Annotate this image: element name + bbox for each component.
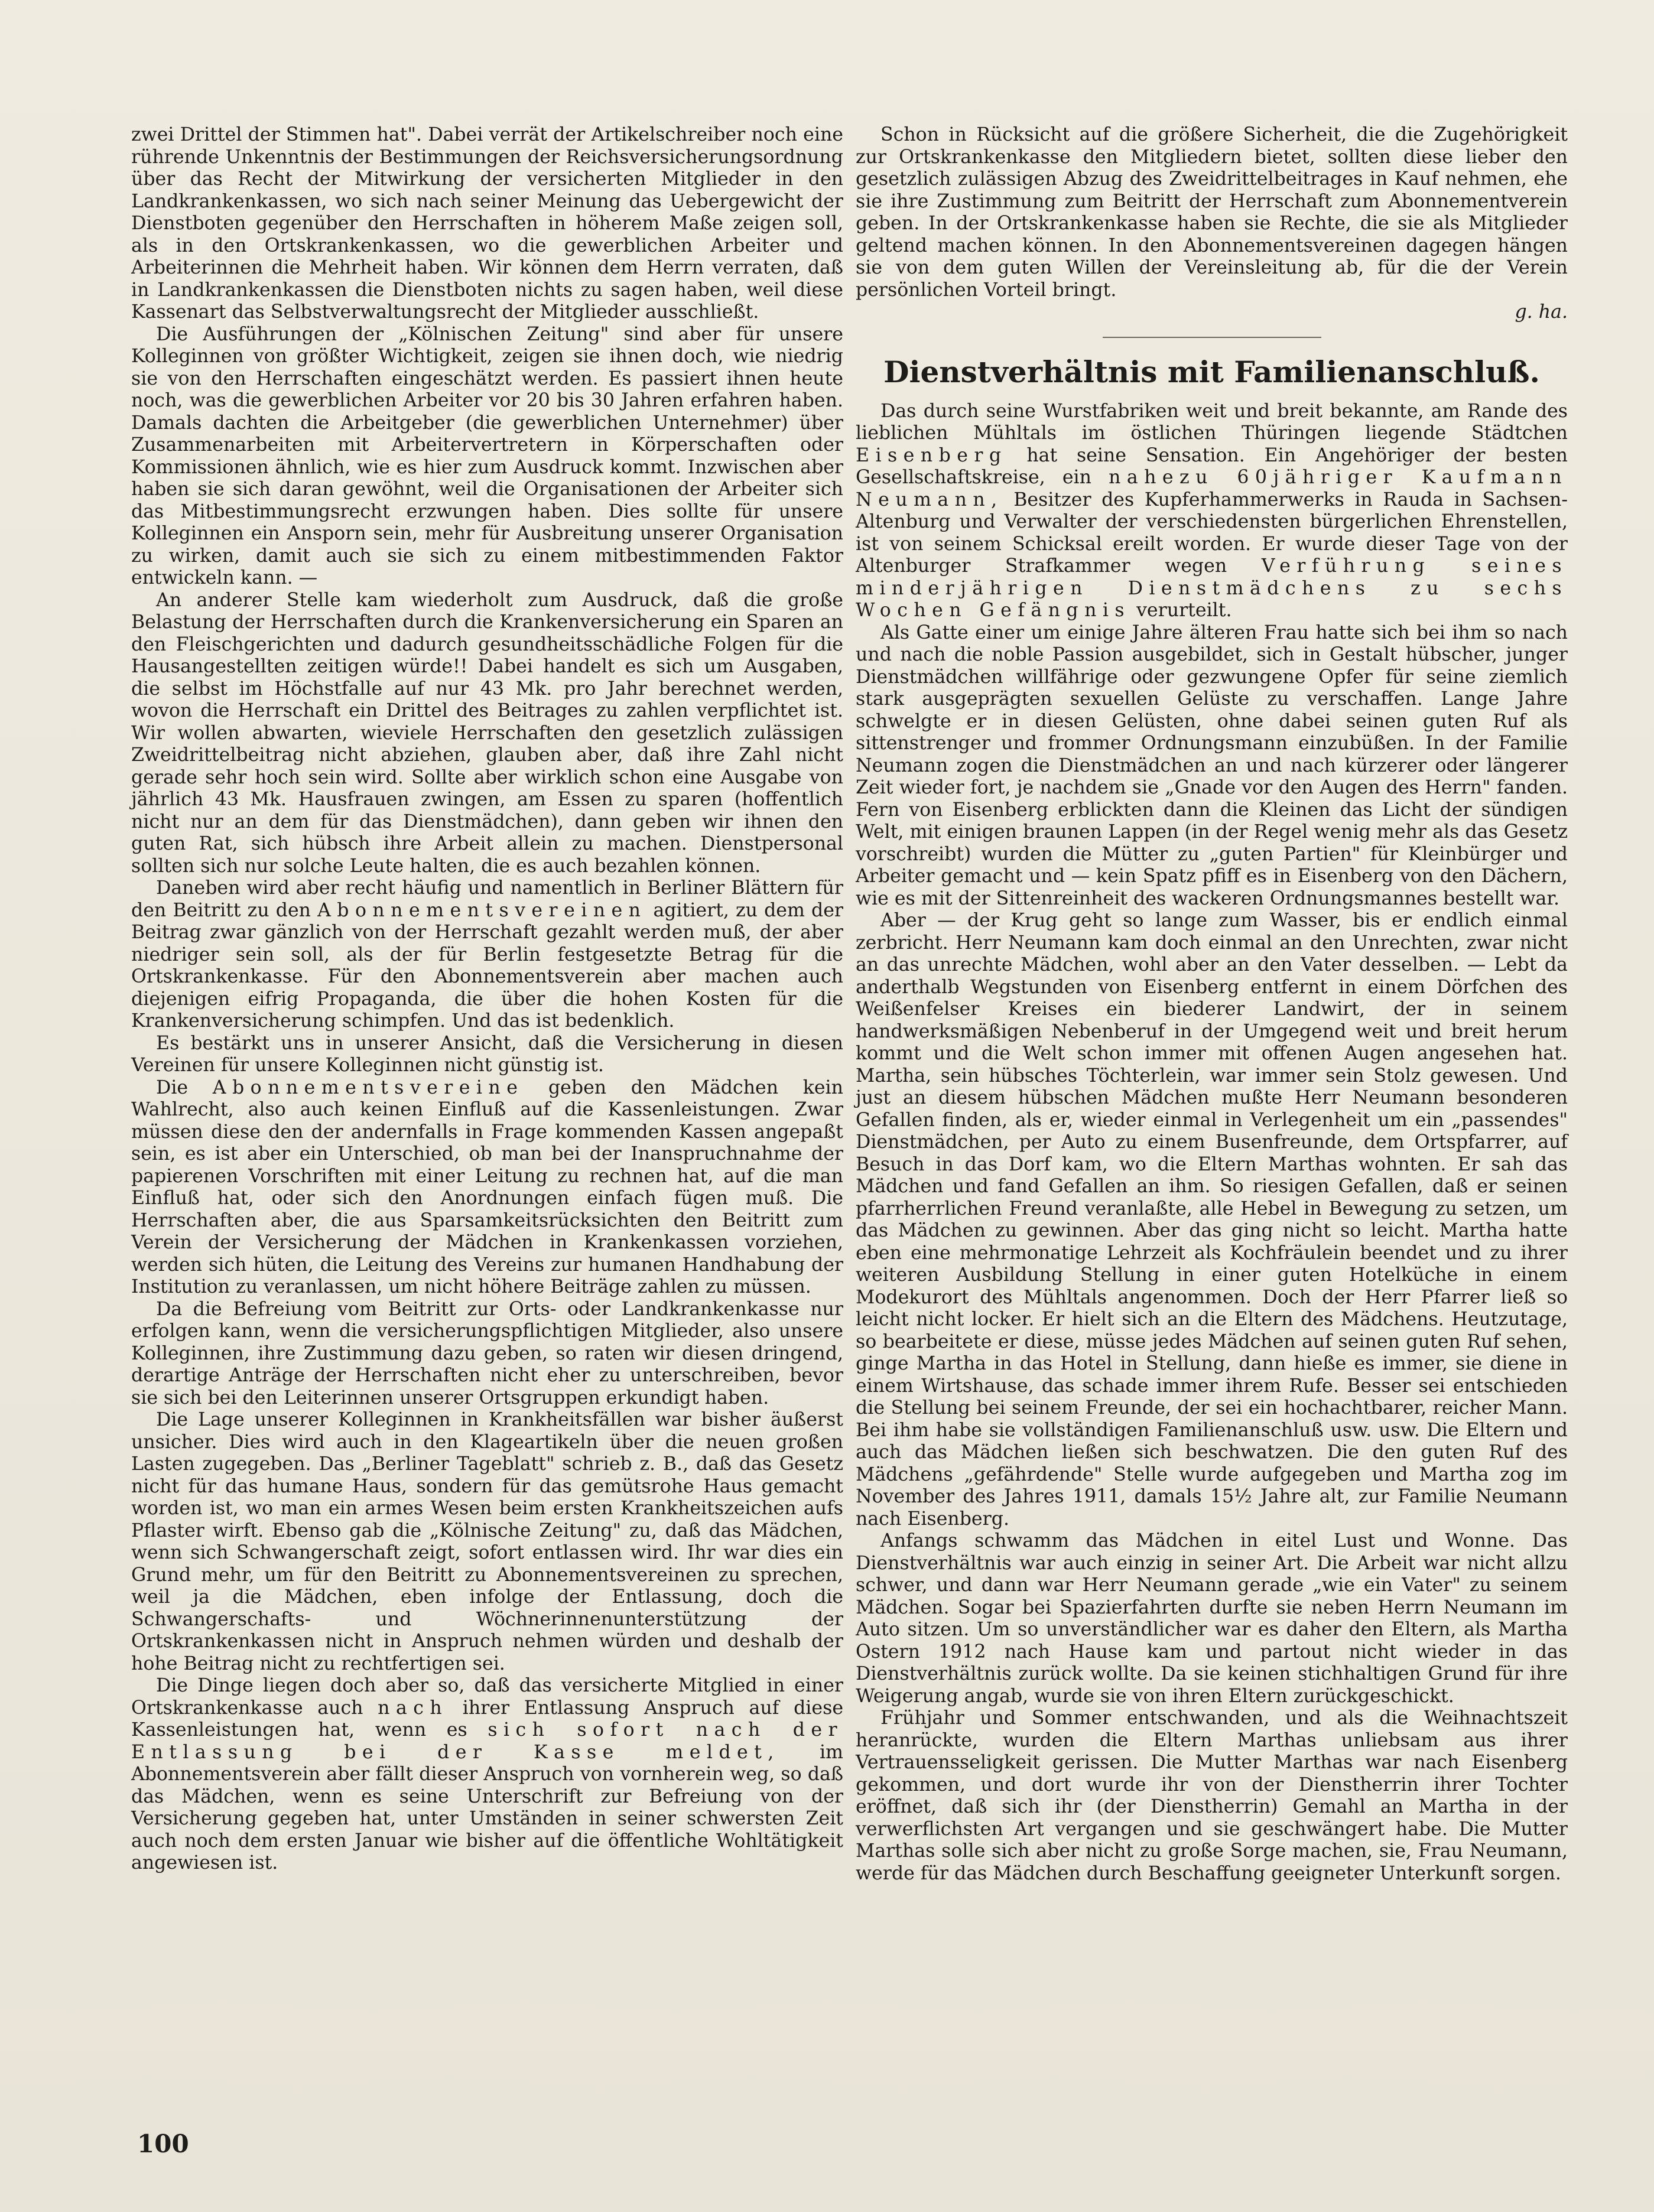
text-run: ihrer Entlassung Anspruch auf diese Kassenleistungen hat, wenn es bbox=[131, 1697, 844, 1741]
spaced-emphasis: sich sofort nach der Entlassung bei der Kasse meldet, bbox=[131, 1719, 844, 1763]
left-column bbox=[131, 124, 843, 1875]
paragraph: Frühjahr und Sommer entschwanden, und als die Weihnachtszeit heranrückte, wurden die Eltern Marthas unliebsam aus ihrer Vertrauensseligkeit gerissen. Die Mutter Marthas war nach Eisenberg gekommen, und dort wurde ihr von der Dienstherrin ihrer Tochter eröffnet, daß sich ihr (der Dienstherrin) Gemahl an Martha in der verwerflichsten Art vergangen und sie geschwängert habe. Die Mutter Marthas solle sich aber nicht zu große Sorge machen, sie, Frau Neumann, werde für das Mädchen durch Beschaffung geeigneter Unterkunft sorgen. bbox=[856, 1707, 1568, 1884]
page-number: 100 bbox=[137, 2129, 189, 2158]
paragraph: Anfangs schwamm das Mädchen in eitel Lust und Wonne. Das Dienstverhältnis war auch einzig in seiner Art. Die Arbeit war nicht allzu schwer, und dann war Herr Neumann gerade „wie ein Vater" zu seinem Mädchen. Sogar bei Spazierfahrten durfte sie neben Herrn Neumann im Auto sitzen. Um so unverständlicher war es daher den Eltern, als Martha Ostern 1912 nach Hause kam und partout nicht wieder in das Dienstverhältnis zurück wollte. Da sie keinen stichhaltigen Grund für ihre Weigerung angab, wurde sie von ihren Eltern zurückgeschickt. bbox=[856, 1530, 1568, 1707]
right-column bbox=[856, 124, 1568, 1885]
paragraph: An anderer Stelle kam wiederholt zum Ausdruck, daß die große Belastung der Herrschaften durch die Krankenversicherung ein Sparen an den Fleischgerichten und dadurch gesundheitsschädliche Folgen für die Hausangestellten zeitigen würde!! Dabei handelt es sich um Ausgaben, die selbst im Höchstfalle auf nur 43 Mk. pro Jahr berechnet werden, wovon die Herrschaft ein Drittel des Beitrages zu zahlen verpflichtet ist. Wir wollen abwarten, wieviele Herrschaften den gesetzlich zulässigen Zweidrittelbeitrag nicht abziehen, glauben aber, daß ihre Zahl nicht gerade sehr hoch sein wird. Sollte aber wirklich schon eine Ausgabe von jährlich 43 Mk. Hausfrauen zwingen, am Essen zu sparen (hoffentlich nicht nur an dem für das Dienstmädchen), dann geben wir ihnen den guten Rat, sich hübsch ihre Arbeit allein zu machen. Dienstpersonal sollten sich nur solche Leute halten, die es auch bezahlen können. bbox=[131, 589, 843, 877]
text-run: hat seine Sensation. Ein Angehöriger der besten Gesellschaftskreise, ein bbox=[856, 444, 1568, 488]
paragraph bbox=[131, 877, 843, 1033]
spaced-emphasis: nach bbox=[378, 1697, 449, 1719]
paragraph: Schon in Rücksicht auf die größere Sicherheit, die die Zugehörigkeit zur Ortskrankenkasse den Mitgliedern bietet, sollten diese lieber den gesetzlich zulässigen Abzug des Zweidrittelbeitrages in Kauf nehmen, ehe sie ihre Zustimmung zum Beitritt der Herrschaft zum Abonnementverein geben. In der Ortskrankenkasse haben sie Rechte, die sie als Mitglieder geltend machen können. In den Abonnementsvereinen dagegen hängen sie von dem guten Willen der Vereinsleitung ab, für die der Verein persönlichen Vorteil bringt. bbox=[856, 124, 1568, 301]
text-run: geben den Mädchen kein Wahlrecht, also auch keinen Einfluß auf die Kassenleistungen. Zwar müssen diese den der andernfalls in Frage kommenden Kassen angepaßt sein, es ist aber ein Unterschied, ob man bei der Inanspruchnahme der papierenen Vorschriften mit einer Leitung zu rechnen hat, auf die man Einfluß hat, oder sich den Anordnungen einfach fügen muß. Die Herrschaften aber, die aus Sparsamkeitsrücksichten den Beitritt zum Verein der Versicherung der Mädchen in Krankenkassen vorziehen, werden sich hüten, die Leitung des Vereins zur humanen Handhabung der Institution zu veranlassen, um nicht höhere Beiträge zahlen zu müssen. bbox=[131, 1076, 843, 1297]
spaced-emphasis: nahezu 60jähriger Kaufmann Neumann, bbox=[856, 467, 1568, 510]
paragraph bbox=[131, 1077, 843, 1299]
paragraph: Da die Befreiung vom Beitritt zur Orts- oder Landkrankenkasse nur erfolgen kann, wenn die versicherungspflichtigen Mitglieder, also unsere Kolleginnen, ihre Zustimmung dazu geben, so raten wir diesen dringend, derartige Anträge der Herrschaften nicht eher zu unterschreiben, bevor sie sich bei den Leiterinnen unserer Ortsgruppen erkundigt haben. bbox=[131, 1298, 843, 1408]
paragraph: Die Lage unserer Kolleginnen in Krankheitsfällen war bisher äußerst unsicher. Dies wird auch in den Klageartikeln über die neuen großen Lasten zugegeben. Das „Berliner Tageblatt" schrieb z. B., daß das Gesetz nicht für das humane Haus, sondern für das gemütsrohe Haus gemacht worden ist, wo man ein armes Wesen beim ersten Krankheitszeichen aufs Pflaster wirft. Ebenso gab die „Kölnische Zeitung" zu, daß das Mädchen, wenn sich Schwangerschaft zeigt, sofort entlassen wird. Ihr war dies ein Grund mehr, um für den Beitritt zu Abonnementsvereinen zu sprechen, weil ja die Mädchen, eben infolge der Entlassung, doch die Schwangerschafts- und Wöchnerinnenunterstützung der Ortskrankenkassen nicht in Anspruch nehmen würden und deshalb der hohe Beitrag nicht zu rechtfertigen sei. bbox=[131, 1409, 843, 1674]
spaced-emphasis: Abonnementsvereinen bbox=[317, 899, 647, 921]
divider-rule bbox=[1103, 337, 1321, 338]
paragraph: zwei Drittel der Stimmen hat". Dabei verrät der Artikelschreiber noch eine rührende Unkenntnis der Bestimmungen der Reichsversicherungsordnung über das Recht der Mitwirkung der versicherten Mitglieder in den Landkrankenkassen, wo sich nach seiner Meinung das Uebergewicht der Dienstboten gegenüber den Herrschaften in höherem Maße zeigen soll, als in den Ortskrankenkassen, wo die gewerblichen Arbeiter und Arbeiterinnen die Mehrheit haben. Wir können dem Herrn verraten, daß in Landkrankenkassen die Dienstboten nichts zu sagen haben, weil diese Kassenart das Selbstverwaltungsrecht der Mitglieder ausschließt. bbox=[131, 124, 843, 323]
spaced-emphasis: Abonnementsvereine bbox=[212, 1076, 524, 1098]
text-run: agitiert, zu dem der Beitrag zwar gänzlich von der Herrschaft gezahlt werden muß, der aber niedriger sein soll, als der für Berlin festgesetzte Betrag für die Ortskrankenkasse. Für den Abonnementsverein aber machen auch diejenigen eifrig Propaganda, die über die hohen Kosten für die Krankenversicherung schimpfen. Und das ist bedenklich. bbox=[131, 899, 844, 1032]
paragraph bbox=[131, 1675, 843, 1875]
spaced-emphasis: Verführung seines minderjährigen Dienstmädchens zu sechs Wochen Gefängnis bbox=[856, 555, 1568, 621]
text-run: Das durch seine Wurstfabriken weit und breit bekannte, am Rande des lieblichen Mühltals im östlichen Thüringen liegende Städtchen bbox=[856, 400, 1568, 444]
paragraph: Als Gatte einer um einige Jahre älteren Frau hatte sich bei ihm so nach und nach die noble Passion ausgebildet, sich in Gestalt hübscher, junger Dienstmädchen willfährige oder gezwungene Opfer für seine ziemlich stark ausgeprägten sexuellen Gelüste zu verschaffen. Lange Jahre schwelgte er in diesen Gelüsten, ohne dabei seinen guten Ruf als sittenstrenger und frommer Ordnungsmann einzubüßen. In der Familie Neumann zogen die Dienstmädchen an und nach kürzerer oder längerer Zeit wieder fort, je nachdem sie „Gnade vor den Augen des Herrn" fanden. Fern von Eisenberg erblickten dann die Kleinen das Licht der sündigen Welt, mit einigen braunen Lappen (in der Regel wenig mehr als das Gesetz vorschreibt) wurden die Mütter zu „guten Partien" für Kleinbürger und Arbeiter gemacht und — kein Spatz pfiff es in Eisenberg von den Dächern, wie es mit der Sittenreinheit des wackeren Ordnungsmannes bestellt war. bbox=[856, 622, 1568, 909]
text-run: Daneben wird aber recht häufig und namentlich in Berliner Blättern für den Beitritt zu den bbox=[131, 877, 843, 921]
text-run: verurteilt. bbox=[1136, 600, 1232, 621]
paragraph: Die Ausführungen der „Kölnischen Zeitung" sind aber für unsere Kolleginnen von größter Wichtigkeit, zeigen sie ihnen doch, wie niedrig sie von den Herrschaften eingeschätzt werden. Es passiert ihnen heute noch, was die gewerblichen Arbeiter vor 20 bis 30 Jahren erfahren haben. Damals dachten die Arbeitgeber (die gewerblichen Unternehmer) über Zusammenarbeiten mit Arbeitervertretern in Körperschaften oder Kommissionen ähnlich, wie es hier zum Ausdruck kommt. Inzwischen aber haben sie sich daran gewöhnt, weil die Organisationen der Arbeiter sich das Mitbestimmungsrecht erzwungen haben. Dies sollte für unsere Kolleginnen ein Ansporn sein, mehr für Ausbreitung unserer Organisation zu wirken, damit auch sie sich zu einem mitbestimmenden Faktor entwickeln kann. — bbox=[131, 323, 843, 588]
author-signature: g. ha. bbox=[1515, 301, 1568, 323]
text-run: Die bbox=[156, 1076, 189, 1098]
paragraph bbox=[856, 401, 1568, 622]
text-run: im Abonnementsverein aber fällt dieser Anspruch von vornherein weg, so daß das Mädchen, wenn es seine Unterschrift zur Befreiung von der Versicherung gegeben hat, unter Umständen in seiner schwersten Zeit auch noch dem ersten Januar wie bisher auf die öffentliche Wohltätigkeit angewiesen ist. bbox=[131, 1741, 844, 1873]
paragraph: Es bestärkt uns in unserer Ansicht, daß die Versicherung in diesen Vereinen für unsere Kolleginnen nicht günstig ist. bbox=[131, 1032, 843, 1076]
paragraph: Aber — der Krug geht so lange zum Wasser, bis er endlich einmal zerbricht. Herr Neumann kam doch einmal an den Unrechten, zwar nicht an das unrechte Mädchen, wohl aber an den Vater desselben. — Lebt da anderthalb Wegstunden von Eisenberg entfernt in einem Dörfchen des Weißenfelser Kreises ein biederer Landwirt, der in seinem handwerksmäßigen Nebenberuf in der Umgegend weit und breit herum kommt und die Welt schon immer mit offenen Augen angesehen hat. Martha, sein hübsches Töchterlein, war immer sein Stolz gewesen. Und just an diesem hübschen Mädchen mußte Herr Neumann besonderen Gefallen finden, als er, wieder einmal in Verlegenheit um ein „passendes" Dienstmädchen, per Auto zu einem Busenfreunde, dem Ortspfarrer, auf Besuch in das Dorf kam, wo die Eltern Marthas wohnten. Er sah das Mädchen und fand Gefallen an ihm. So riesigen Gefallen, daß er seinen pfarrherrlichen Freund veranlaßte, alle Hebel in Bewegung zu setzen, um das Mädchen zu gewinnen. Aber das ging nicht so leicht. Martha hatte eben eine mehrmonatige Lehrzeit als Kochfräulein beendet und zu ihrer weiteren Ausbildung Stellung in einer guten Hotelküche in einem Modekurort des Mühltals angenommen. Doch der Herr Pfarrer ließ so leicht nicht locker. Er hielt sich an die Eltern des Mädchens. Heutzutage, so bearbeitete er diese, müsse jedes Mädchen auf seinen guten Ruf sehen, ginge Martha in das Hotel in Stellung, dann hieße es immer, sie diene in einem Wirtshause, das schade immer ihrem Rufe. Besser sei entschieden die Stellung bei seinem Freunde, der sei ein hochachtbarer, reicher Mann. Bei ihm habe sie vollständigen Familienanschluß usw. usw. Die Eltern und auch das Mädchen ließen sich beschwatzen. Die den guten Ruf des Mädchens „gefährdende" Stelle wurde aufgegeben und Martha zog im November des Jahres 1911, damals 15½ Jahre alt, zur Familie Neumann nach Eisenberg. bbox=[856, 910, 1568, 1530]
text-run: Die Dinge liegen doch aber so, daß das versicherte Mitglied in einer Ortskrankenkasse auch bbox=[131, 1675, 843, 1719]
text-run: Besitzer des Kupferhammerwerks in Rauda in Sachsen-Altenburg und Verwalter der verschiedensten bürgerlichen Ehrenstellen, ist von seinem Schicksal ereilt worden. Er wurde dieser Tage von der Altenburger Strafkammer wegen bbox=[856, 489, 1568, 577]
spaced-emphasis: Eisenberg bbox=[856, 444, 1008, 466]
article-headline: Dienstverhältnis mit Familienanschluß. bbox=[883, 354, 1540, 389]
